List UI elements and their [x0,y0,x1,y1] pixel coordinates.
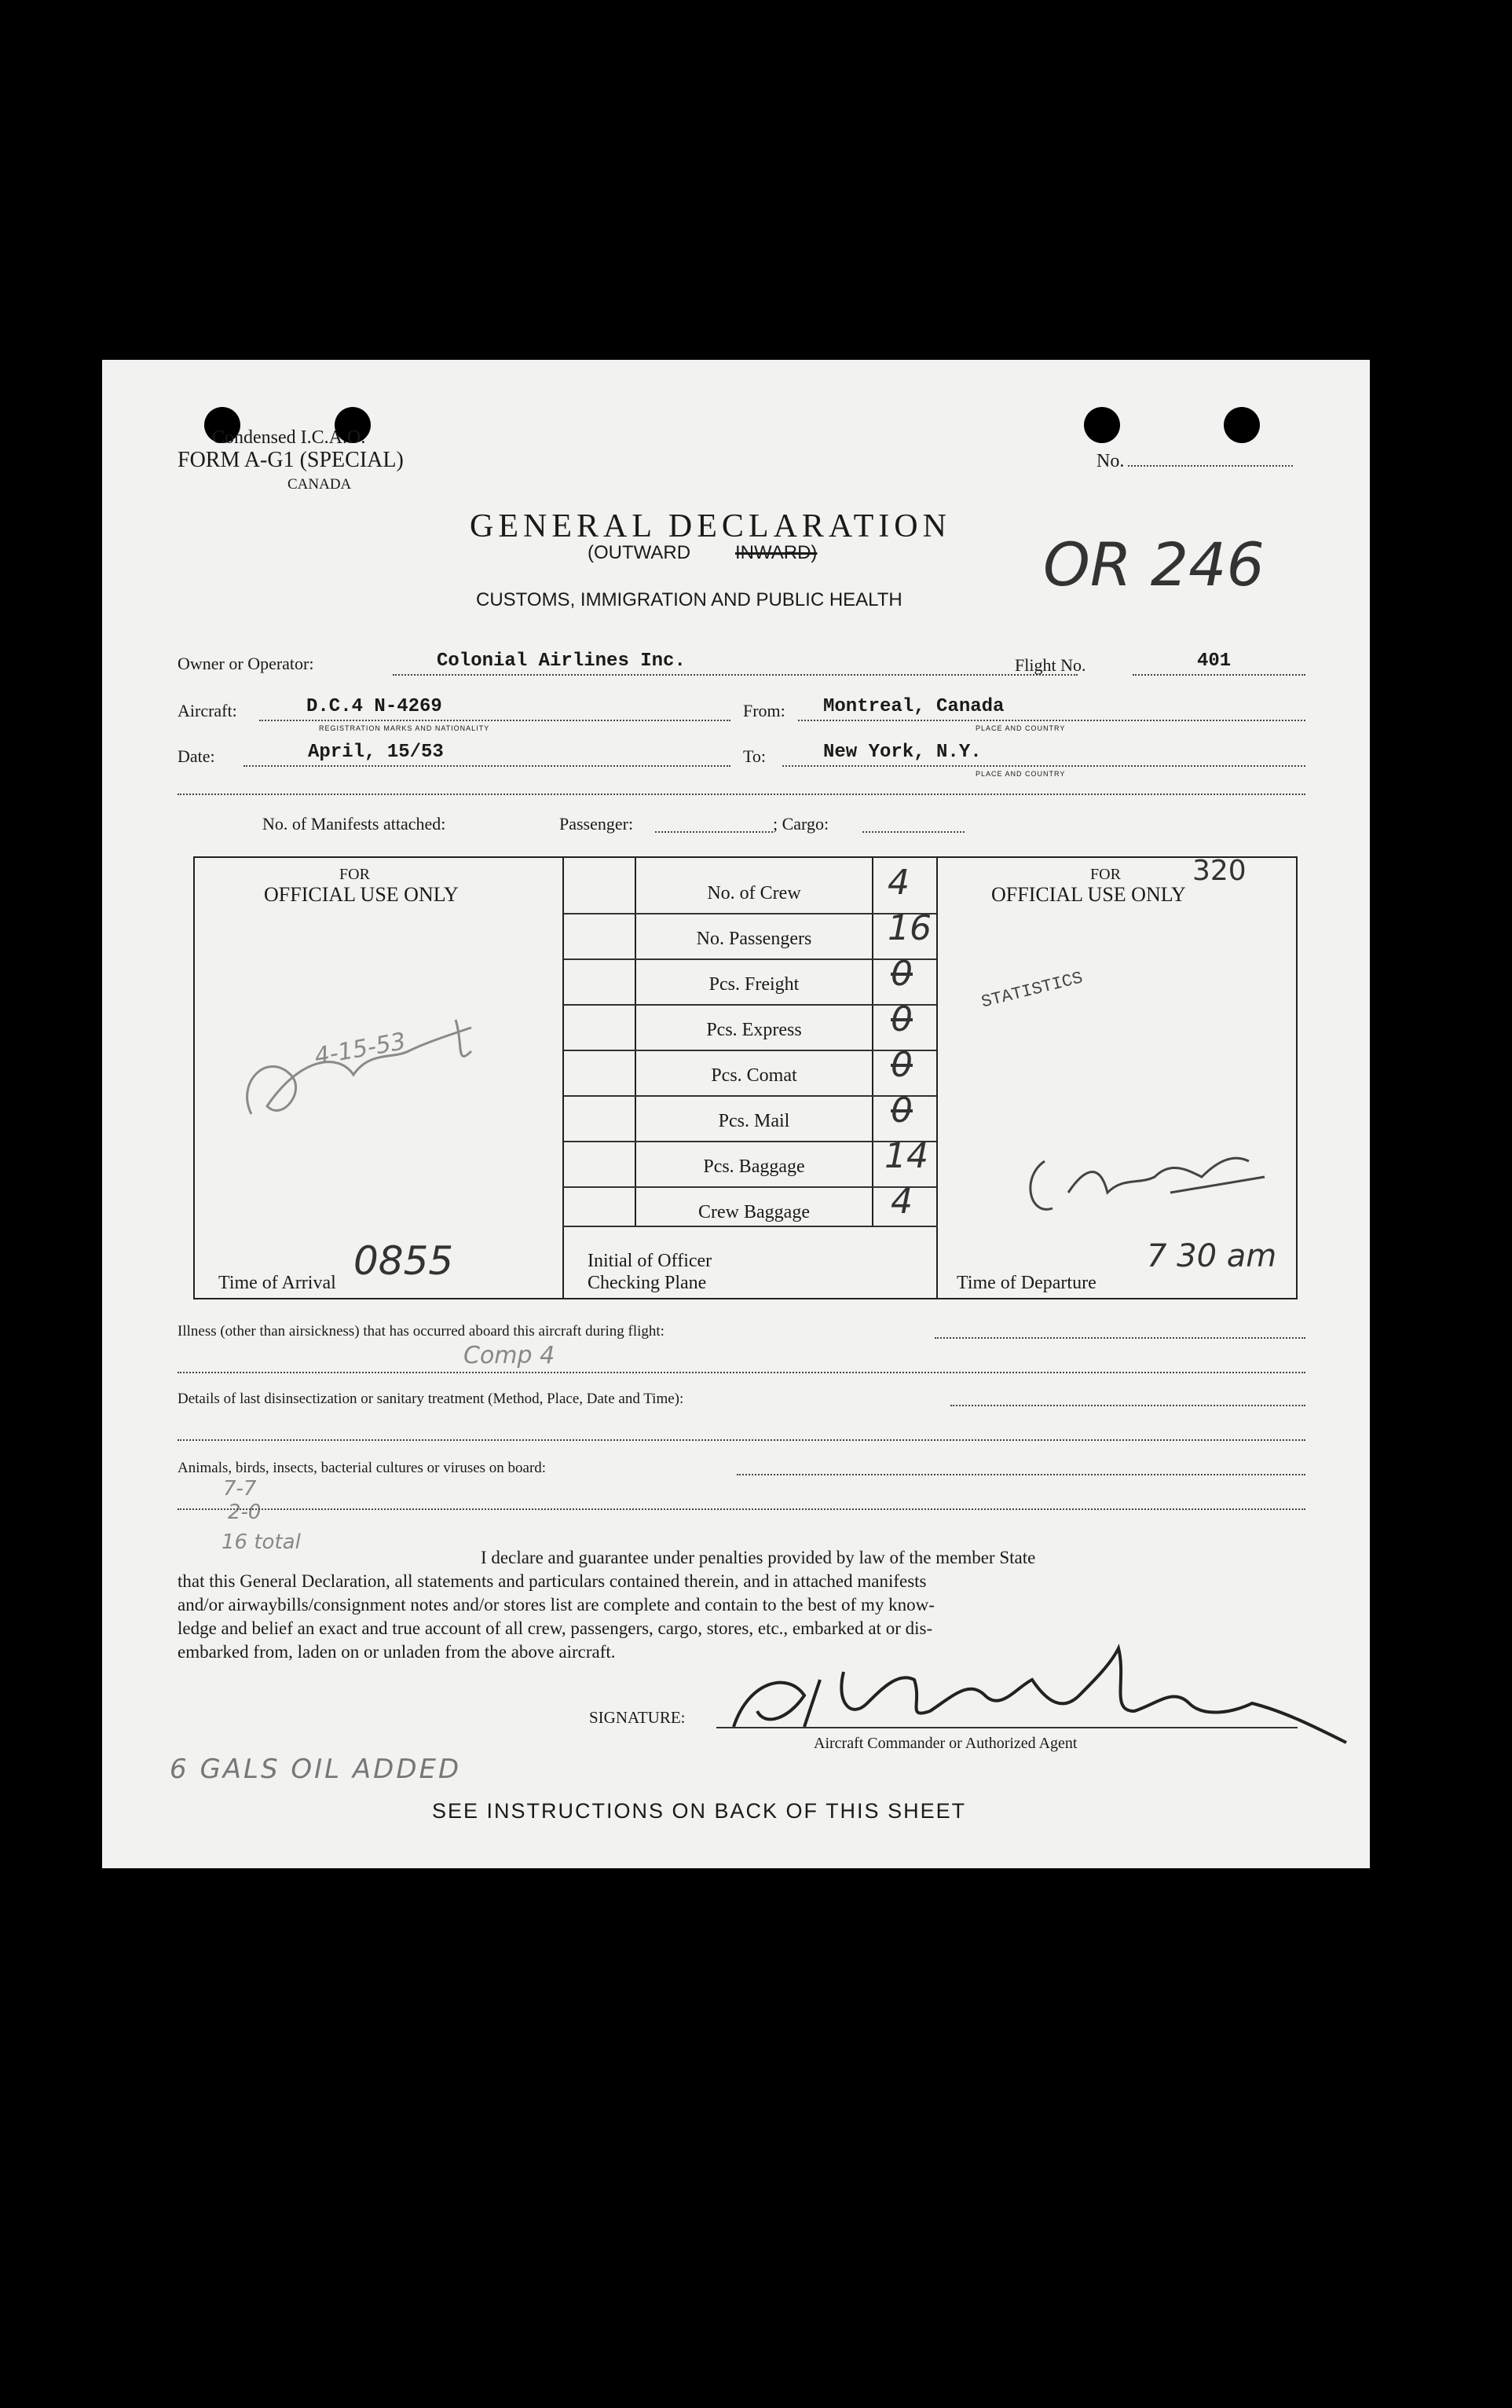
left-for-label: FOR [339,866,370,883]
form-country: CANADA [287,476,352,493]
punch-hole [1224,407,1260,443]
owner-label: Owner or Operator: [178,654,314,673]
no-label: No. [1096,451,1125,471]
right-for-label: FOR [1090,866,1121,883]
aircraft-value: D.C.4 N-4269 [306,696,442,717]
disinsectization-label: Details of last disinsectization or sanitary treatment (Method, Place, Date and Time): [178,1391,684,1407]
row-label-comat: Pcs. Comat [711,1065,797,1086]
from-caption: PLACE AND COUNTRY [976,724,1066,732]
left-handwritten-date: 4-15-53 [312,1028,408,1071]
to-caption: PLACE AND COUNTRY [976,770,1066,778]
tally-line-1: 7-7 [223,1477,257,1501]
departure-value: 7 30 am [1147,1238,1277,1274]
row-label-baggage: Pcs. Baggage [703,1156,805,1177]
row-value-crew-baggage: 4 [891,1182,913,1222]
manifests-label: No. of Manifests attached: [262,814,446,834]
row-label-crew-baggage: Crew Baggage [698,1202,810,1222]
row-label-express: Pcs. Express [706,1020,802,1040]
inward-label-struck: INWARD) [735,542,818,563]
declaration-line-2: that this General Declaration, all statements and particulars contained therein, and in attached manifests [178,1571,927,1591]
row-label-mail: Pcs. Mail [718,1111,790,1131]
row-label-crew: No. of Crew [707,883,801,903]
officer-signature-scribble [220,1004,534,1145]
oil-note-handwritten: 6 GALS OIL ADDED [170,1754,462,1785]
from-value: Montreal, Canada [823,696,1005,717]
date-label: Date: [178,746,215,766]
owner-value: Colonial Airlines Inc. [437,651,686,672]
cargo-label: ; Cargo: [773,814,829,834]
flight-label: Flight No. [1015,655,1086,675]
declaration-line-1: I declare and guarantee under penalties provided by law of the member State [481,1548,1036,1567]
row-value-crew: 4 [888,863,910,903]
row-value-express: 0 [891,999,913,1039]
punch-hole [1084,407,1120,443]
row-label-freight: Pcs. Freight [708,974,800,995]
illness-handwritten: Comp 4 [463,1342,555,1369]
row-value-comat: 0 [891,1045,913,1085]
tally-line-2: 2-0 [228,1501,262,1524]
row-value-freight: 0 [891,954,913,994]
illness-label: Illness (other than airsickness) that has occurred aboard this aircraft during flight: [178,1323,664,1340]
animals-label: Animals, birds, insects, bacterial cultures or viruses on board: [178,1460,547,1476]
arrival-value: 0855 [353,1238,454,1284]
arrival-label: Time of Arrival [218,1273,336,1293]
date-value: April, 15/53 [308,742,444,763]
row-value-passengers: 16 [888,908,932,948]
signature-caption: Aircraft Commander or Authorized Agent [814,1735,1078,1752]
row-value-baggage: 14 [884,1136,928,1176]
declaration-form [102,360,1370,1868]
passenger-label: Passenger: [559,814,634,834]
departure-label: Time of Departure [957,1273,1096,1293]
tally-line-3: 16 total [221,1530,301,1554]
outward-label: (OUTWARD [588,542,691,563]
instructions-footer: SEE INSTRUCTIONS ON BACK OF THIS SHEET [432,1799,967,1823]
initial-label-line2: Checking Plane [588,1273,707,1293]
initial-label-line1: Initial of Officer [588,1251,712,1271]
left-official-label: OFFICIAL USE ONLY [264,883,459,906]
form-number: FORM A-G1 (SPECIAL) [178,448,404,472]
statistics-stamp: STATISTICS [979,968,1085,1013]
row-value-mail: 0 [891,1090,913,1131]
declaration-line-4: ledge and belief an exact and true account of all crew, passengers, cargo, stores, etc., embarked at or dis- [178,1618,933,1638]
aircraft-label: Aircraft: [178,701,237,720]
page-subtitle: CUSTOMS, IMMIGRATION AND PUBLIC HEALTH [476,589,902,610]
form-condensed: Condensed I.C.A.O. [212,427,366,448]
signature-label: SIGNATURE: [589,1708,686,1727]
row-label-passengers: No. Passengers [696,929,812,949]
to-value: New York, N.Y. [823,742,982,763]
right-official-label: OFFICIAL USE ONLY [991,883,1186,906]
right-official-signature-scribble [1013,1130,1280,1232]
aircraft-caption: REGISTRATION MARKS AND NATIONALITY [319,724,490,732]
commander-signature [718,1633,1362,1750]
from-label: From: [743,701,785,720]
page-title: GENERAL DECLARATION [470,508,951,544]
right-number: 320 [1192,855,1247,887]
declaration-line-5: embarked from, laden on or unladen from the above aircraft. [178,1642,616,1662]
declaration-line-3: and/or airwaybills/consignment notes and/or stores list are complete and contain to the best of my know- [178,1595,935,1614]
flight-value: 401 [1197,651,1232,672]
to-label: To: [743,746,767,766]
handwritten-reference: OR 246 [1043,530,1265,599]
